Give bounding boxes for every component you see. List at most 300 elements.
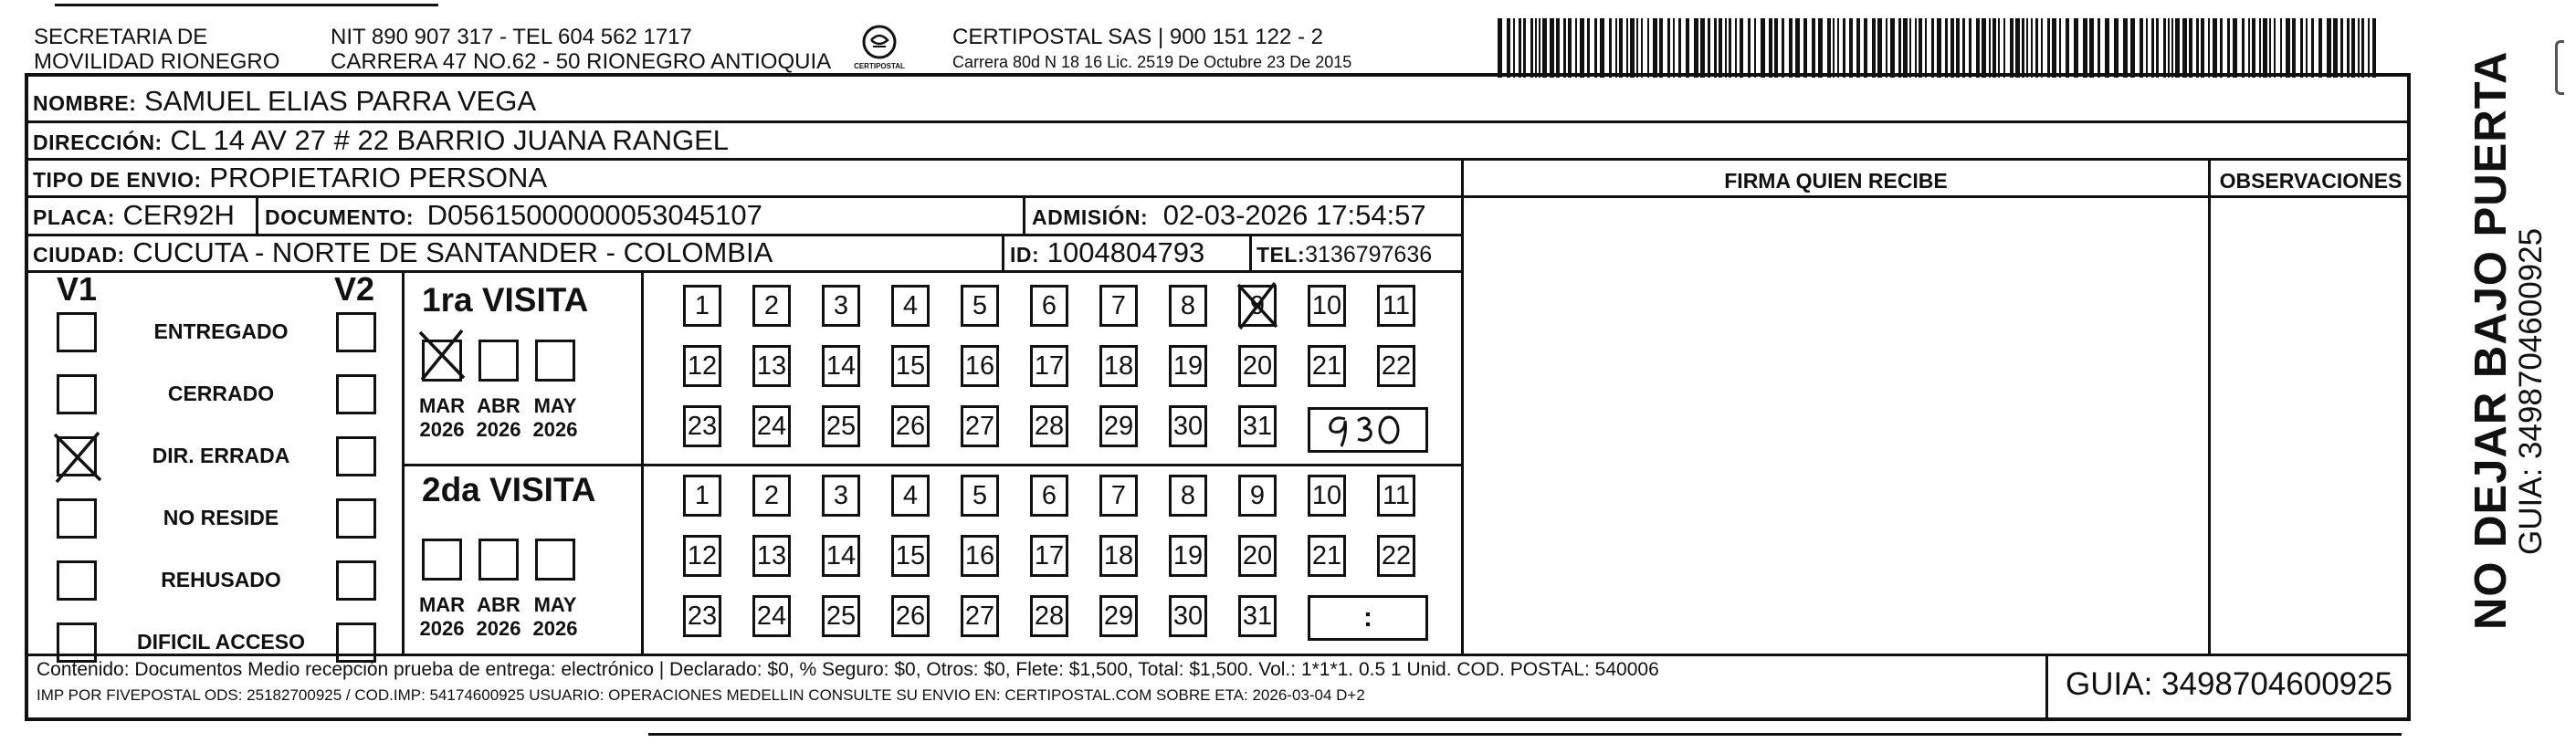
direccion-label: DIRECCIÓN:	[33, 131, 163, 154]
barcode-bar	[2208, 18, 2210, 78]
barcode-bar	[1708, 18, 1710, 78]
status-label: ENTREGADO	[153, 319, 289, 343]
day-box[interactable]: 26	[891, 595, 930, 637]
v2-checkbox[interactable]	[336, 560, 376, 601]
barcode-bar	[1982, 18, 1986, 78]
month-name: MAY	[533, 394, 577, 417]
barcode-bar	[2274, 18, 2276, 78]
barcode-bar	[1795, 18, 1800, 78]
barcode-bar	[1909, 18, 1911, 78]
col-tel-div	[1249, 234, 1252, 270]
day-box[interactable]: 6	[1030, 475, 1068, 517]
v1-checkbox[interactable]	[57, 436, 97, 476]
barcode-bar	[2351, 18, 2355, 78]
day-box[interactable]: 20	[1238, 535, 1277, 577]
barcode-icon	[1498, 18, 2379, 78]
day-box[interactable]: 19	[1169, 535, 1207, 577]
day-box[interactable]: 4	[891, 285, 930, 327]
barcode-bar	[2105, 18, 2109, 78]
day-box[interactable]: 25	[822, 405, 860, 447]
barcode-bar	[2368, 18, 2370, 78]
barcode-bar	[1686, 18, 1689, 78]
barcode-bar	[1956, 18, 1960, 78]
barcode-bar	[2306, 18, 2308, 78]
month-checkbox[interactable]	[478, 340, 519, 382]
barcode-bar	[2022, 18, 2024, 78]
barcode-bar	[2196, 18, 2199, 78]
barcode-bar	[1898, 18, 1901, 78]
barcode-bar	[1563, 18, 1566, 78]
col-admision-div	[1023, 195, 1025, 234]
day-box[interactable]: 24	[752, 595, 791, 637]
barcode-bar	[1714, 18, 1717, 78]
month-label	[413, 394, 471, 442]
barcode-bar	[2242, 18, 2245, 78]
barcode-bar	[2286, 18, 2290, 78]
day-box[interactable]: 15	[891, 535, 930, 577]
barcode-bar	[1594, 18, 1597, 78]
barcode-bar	[1575, 18, 1577, 78]
month-year: 2026	[476, 418, 521, 441]
month-name: MAR	[418, 394, 466, 417]
direccion-row	[33, 124, 729, 159]
month-label	[526, 394, 584, 442]
rule-1	[25, 120, 2411, 123]
margin-bracket	[2555, 40, 2564, 95]
day-box[interactable]: 2	[752, 285, 791, 327]
month-name: ABR	[477, 394, 520, 417]
barcode-bar	[1530, 18, 1533, 78]
day-box[interactable]: 3	[822, 285, 860, 327]
barcode-bar	[2098, 18, 2100, 78]
barcode-bar	[1962, 18, 1965, 78]
barcode-bar	[1886, 18, 1887, 78]
day-box[interactable]: 12	[683, 535, 721, 577]
day-box[interactable]: 13	[752, 535, 791, 577]
day-box[interactable]: 29	[1099, 595, 1138, 637]
day-box[interactable]: 14	[822, 345, 860, 387]
rule-footer	[25, 654, 2411, 656]
col-id-div	[1002, 234, 1004, 270]
barcode-bar	[1915, 18, 1917, 78]
day-box[interactable]: 22	[1377, 535, 1415, 577]
barcode-bar	[1818, 18, 1823, 78]
time-placeholder-box	[1308, 595, 1428, 641]
day-box[interactable]: 9	[1238, 285, 1277, 327]
day-box[interactable]: 11	[1377, 475, 1415, 517]
month-checkbox[interactable]	[422, 539, 462, 581]
documento-label: DOCUMENTO:	[265, 205, 415, 229]
barcode-bar	[1600, 18, 1604, 78]
ciudad-value: CUCUTA - NORTE DE SANTANDER - COLOMBIA	[132, 236, 773, 268]
day-box[interactable]: 23	[683, 595, 721, 637]
day-box[interactable]: 30	[1169, 595, 1207, 637]
month-label	[413, 593, 471, 641]
col-status-div	[402, 270, 405, 654]
org-line2: MOVILIDAD RIONEGRO	[34, 48, 280, 74]
tipo-row	[33, 162, 547, 196]
barcode-bar	[2035, 18, 2038, 78]
day-box[interactable]: 12	[683, 345, 721, 387]
barcode-bar	[2311, 18, 2314, 78]
day-box[interactable]: 16	[961, 535, 999, 577]
barcode-bar	[1587, 18, 1590, 78]
barcode-bar	[1782, 18, 1784, 78]
rule-6	[402, 464, 1463, 466]
barcode-bar	[1769, 18, 1772, 78]
nombre-row	[33, 85, 536, 120]
status-label: DIFICIL ACCESO	[136, 630, 305, 654]
barcode-bar	[1969, 18, 1971, 78]
day-box[interactable]: 8	[1169, 475, 1207, 517]
day-box[interactable]: 16	[961, 345, 999, 387]
org-line1: SECRETARIA DE	[34, 25, 208, 49]
barcode-bar	[1761, 18, 1765, 78]
barcode-bar	[2189, 18, 2192, 78]
day-box[interactable]: 8	[1169, 285, 1207, 327]
barcode-bar	[1568, 18, 1572, 78]
barcode-bar	[1673, 18, 1675, 78]
v2-checkbox[interactable]	[336, 436, 376, 476]
col-month-div	[641, 270, 644, 654]
barcode-bar	[1609, 18, 1612, 78]
ciudad-cell	[33, 236, 773, 271]
barcode-bar	[1989, 18, 1991, 78]
v2-checkbox[interactable]	[336, 623, 376, 663]
tel-value: 3136797636	[1305, 242, 1433, 267]
admision-value: 02-03-2026 17:54:57	[1162, 199, 1426, 231]
barcode-bar	[2151, 18, 2154, 78]
day-box[interactable]: 7	[1099, 475, 1138, 517]
direccion-value: CL 14 AV 27 # 22 BARRIO JUANA RANGEL	[170, 124, 730, 156]
day-box[interactable]: 19	[1169, 345, 1207, 387]
v1-checkbox[interactable]	[57, 312, 97, 352]
barcode-bar	[1550, 18, 1554, 78]
day-box[interactable]: 28	[1030, 405, 1068, 447]
day-box[interactable]: 17	[1030, 345, 1068, 387]
barcode-bar	[2083, 18, 2087, 78]
col-obs-left	[2208, 158, 2211, 654]
barcode-bar	[1615, 18, 1617, 78]
handwritten-time-box	[1308, 407, 1428, 453]
barcode-bar	[2171, 18, 2173, 78]
id-cell	[1010, 236, 1204, 271]
month-year: 2026	[419, 418, 465, 441]
barcode-bar	[2361, 18, 2364, 78]
barcode-bar	[1774, 18, 1778, 78]
day-box[interactable]: 1	[683, 285, 721, 327]
barcode-bar	[2182, 18, 2187, 78]
barcode-bar	[2292, 18, 2296, 78]
placa-value: CER92H	[122, 199, 235, 231]
side-warning: NO DEJAR BAJO PUERTA	[2466, 50, 2516, 630]
day-box[interactable]: 26	[891, 405, 930, 447]
barcode-bar	[2047, 18, 2050, 78]
day-box[interactable]: 13	[752, 345, 791, 387]
day-box[interactable]: 29	[1099, 405, 1138, 447]
month-name: ABR	[477, 593, 520, 616]
barcode-bar	[1539, 18, 1540, 78]
barcode-bar	[2340, 18, 2343, 78]
barcode-bar	[1803, 18, 1807, 78]
footer-line2: IMP POR FIVEPOSTAL ODS: 25182700925 / COD.IMP: 54174600925 USUARIO: OPERACIONES MEDELLIN CONSULTE SU ENVIO EN: CERTIPOSTAL.COM SOBRE ETA: 2026-03-04 D+2	[37, 686, 1365, 704]
barcode-bar	[1833, 18, 1835, 78]
status-label: REHUSADO	[161, 568, 281, 591]
barcode-bar	[2318, 18, 2322, 78]
barcode-bar	[1735, 18, 1737, 78]
day-box[interactable]: 1	[683, 475, 721, 517]
barcode-bar	[1653, 18, 1657, 78]
barcode-bar	[1507, 18, 1510, 78]
month-year: 2026	[419, 617, 465, 640]
status-label: NO RESIDE	[163, 506, 279, 529]
footer-guia: GUIA: 3498704600925	[2066, 666, 2393, 702]
barcode-bar	[2358, 18, 2360, 78]
barcode-bar	[2220, 18, 2223, 78]
barcode-bar	[1700, 18, 1705, 78]
barcode-bar	[1950, 18, 1954, 78]
documento-cell	[265, 199, 762, 234]
day-box[interactable]: 28	[1030, 595, 1068, 637]
id-label: ID:	[1010, 243, 1040, 267]
day-box[interactable]: 10	[1308, 285, 1346, 327]
barcode-bar	[2347, 18, 2350, 78]
barcode-bar	[1903, 18, 1908, 78]
day-box[interactable]: 25	[822, 595, 860, 637]
nombre-label: NOMBRE:	[33, 91, 137, 115]
tel-cell	[1256, 238, 1432, 271]
barcode-bar	[2146, 18, 2148, 78]
v2-checkbox[interactable]	[336, 312, 376, 352]
v1-checkbox[interactable]	[57, 374, 97, 414]
footer-line1: Contenido: Documentos Medio recepción prueba de entrega: electrónico | Declarado: $0, % Seguro: $0, Otros: $0, Flete: $1,500, Total: $1,500. Vol.: 1*1*1. 0.5 1 Unid. COD. POSTAL: 540006	[37, 659, 1659, 680]
barcode-bar	[2123, 18, 2128, 78]
handwritten-time	[1310, 410, 1425, 450]
day-box[interactable]: 27	[961, 595, 999, 637]
day-box[interactable]: 21	[1308, 345, 1346, 387]
day-box[interactable]: 9	[1238, 475, 1277, 517]
barcode-bar	[2130, 18, 2135, 78]
day-box[interactable]: 31	[1238, 595, 1277, 637]
id-value: 1004804793	[1046, 236, 1205, 268]
barcode-bar	[1864, 18, 1867, 78]
barcode-bar	[1919, 18, 1922, 78]
day-box[interactable]: 17	[1030, 535, 1068, 577]
day-box[interactable]: 31	[1238, 405, 1277, 447]
barcode-bar	[1498, 18, 1502, 78]
barcode-bar	[1641, 18, 1643, 78]
barcode-bar	[1729, 18, 1731, 78]
barcode-bar	[1992, 18, 1996, 78]
top-rule	[55, 4, 438, 6]
barcode-bar	[1856, 18, 1860, 78]
barcode-bar	[1998, 18, 2000, 78]
bottom-stroke	[648, 733, 2402, 736]
day-box[interactable]: 6	[1030, 285, 1068, 327]
first-visit-title: 1ra VISITA	[422, 281, 589, 319]
carrier-info	[952, 26, 1351, 71]
month-checkbox[interactable]	[478, 539, 519, 581]
tel-label: TEL:	[1256, 243, 1306, 267]
barcode-bar	[2227, 18, 2230, 78]
barcode-bar	[1812, 18, 1815, 78]
day-box[interactable]: 4	[891, 475, 930, 517]
barcode-bar	[2280, 18, 2282, 78]
barcode-bar	[1740, 18, 1743, 78]
barcode-bar	[2059, 18, 2061, 78]
barcode-bar	[1535, 18, 1537, 78]
org-nit	[331, 26, 831, 75]
day-box[interactable]: 24	[752, 405, 791, 447]
barcode-bar	[2269, 18, 2271, 78]
barcode-bar	[2015, 18, 2020, 78]
tipo-value: PROPIETARIO PERSONA	[209, 162, 548, 194]
barcode-bar	[2168, 18, 2170, 78]
barcode-bar	[1636, 18, 1638, 78]
time-placeholder: :	[1363, 602, 1372, 633]
barcode-bar	[1827, 18, 1831, 78]
barcode-bar	[1725, 18, 1727, 78]
barcode-bar	[1678, 18, 1681, 78]
day-box[interactable]: 5	[961, 285, 999, 327]
nit-line2: CARRERA 47 NO.62 - 50 RIONEGRO ANTIOQUIA	[331, 48, 832, 74]
barcode-bar	[2300, 18, 2303, 78]
barcode-bar	[2163, 18, 2166, 78]
barcode-bar	[2156, 18, 2159, 78]
barcode-bar	[2003, 18, 2005, 78]
col-placa-div	[256, 195, 258, 234]
barcode-bar	[1626, 18, 1628, 78]
month-checkbox[interactable]	[535, 539, 575, 581]
barcode-bar	[1872, 18, 1876, 78]
barcode-bar	[2140, 18, 2143, 78]
day-box[interactable]: 27	[961, 405, 999, 447]
v1-label: V1	[57, 270, 98, 308]
barcode-bar	[1877, 18, 1882, 78]
month-year: 2026	[532, 617, 578, 640]
day-box[interactable]: 30	[1169, 405, 1207, 447]
barcode-bar	[2248, 18, 2250, 78]
col-firma-left	[1461, 158, 1464, 654]
v1-checkbox[interactable]	[57, 560, 97, 601]
status-label: CERRADO	[167, 382, 275, 405]
barcode-bar	[2175, 18, 2180, 78]
barcode-bar	[1580, 18, 1584, 78]
barcode-bar	[2010, 18, 2013, 78]
tipo-label: TIPO DE ENVIO:	[33, 168, 202, 192]
nit-line1: NIT 890 907 317 - TEL 604 562 1717	[331, 25, 692, 49]
v2-label: V2	[334, 270, 375, 308]
barcode-bar	[2089, 18, 2094, 78]
barcode-bar	[1630, 18, 1635, 78]
status-label: DIR. ERRADA	[152, 444, 290, 467]
day-box[interactable]: 3	[822, 475, 860, 517]
barcode-bar	[1925, 18, 1927, 78]
day-box[interactable]: 22	[1377, 345, 1415, 387]
day-box[interactable]: 15	[891, 345, 930, 387]
barcode-bar	[1754, 18, 1756, 78]
day-box[interactable]: 18	[1099, 345, 1138, 387]
barcode-bar	[2026, 18, 2028, 78]
barcode-bar	[2066, 18, 2069, 78]
carrier-line2: Carrera 80d N 18 16 Lic. 2519 De Octubre 23 De 2015	[952, 52, 1352, 71]
day-box[interactable]: 7	[1099, 285, 1138, 327]
barcode-bar	[2201, 18, 2204, 78]
month-checkbox[interactable]	[422, 340, 462, 382]
day-box[interactable]: 11	[1377, 285, 1415, 327]
barcode-bar	[2233, 18, 2237, 78]
month-year: 2026	[476, 617, 521, 640]
barcode-bar	[2052, 18, 2056, 78]
barcode-bar	[1659, 18, 1663, 78]
month-label	[469, 593, 528, 641]
barcode-bar	[1789, 18, 1793, 78]
logo-text: CERTIPOSTAL	[854, 62, 905, 70]
month-checkbox[interactable]	[535, 340, 575, 382]
day-box[interactable]: 5	[961, 475, 999, 517]
v1-checkbox[interactable]	[57, 498, 97, 539]
barcode-bar	[1647, 18, 1649, 78]
barcode-bar	[1837, 18, 1839, 78]
day-box[interactable]: 10	[1308, 475, 1346, 517]
v1-checkbox[interactable]	[57, 623, 97, 663]
documento-value: D05615000000053045107	[426, 199, 762, 231]
barcode-bar	[2259, 18, 2261, 78]
month-label	[469, 394, 528, 442]
firma-header: FIRMA QUIEN RECIBE	[1724, 169, 1948, 193]
barcode-bar	[2213, 18, 2217, 78]
day-box[interactable]: 2	[752, 475, 791, 517]
placa-label: PLACA:	[33, 205, 115, 229]
day-box[interactable]: 21	[1308, 535, 1346, 577]
barcode-bar	[1931, 18, 1934, 78]
side-guia: GUIA: 3498704600925	[2513, 227, 2549, 555]
barcode-bar	[1523, 18, 1526, 78]
barcode-bar	[1849, 18, 1853, 78]
month-label	[526, 593, 584, 641]
carrier-line1: CERTIPOSTAL SAS | 900 151 122 - 2	[952, 25, 1323, 49]
day-box[interactable]: 18	[1099, 535, 1138, 577]
second-visit-title: 2da VISITA	[422, 471, 596, 508]
barcode-bar	[2041, 18, 2043, 78]
certipostal-logo	[849, 22, 909, 73]
month-year: 2026	[532, 418, 578, 441]
observaciones-header: OBSERVACIONES	[2219, 169, 2403, 193]
admision-label: ADMISIÓN:	[1032, 205, 1149, 229]
barcode-bar	[1513, 18, 1515, 78]
barcode-bar	[2114, 18, 2119, 78]
placa-cell	[33, 199, 235, 234]
barcode-bar	[1890, 18, 1895, 78]
barcode-bar	[1945, 18, 1948, 78]
org-name	[34, 26, 279, 75]
barcode-bar	[1976, 18, 1980, 78]
barcode-bar	[2074, 18, 2078, 78]
barcode-bar	[1619, 18, 1623, 78]
v2-checkbox[interactable]	[336, 498, 376, 539]
day-box[interactable]: 14	[822, 535, 860, 577]
day-box[interactable]: 23	[683, 405, 721, 447]
barcode-bar	[2327, 18, 2331, 78]
barcode-bar	[1519, 18, 1521, 78]
day-box[interactable]: 20	[1238, 345, 1277, 387]
barcode-bar	[1748, 18, 1751, 78]
nombre-value: SAMUEL ELIAS PARRA VEGA	[144, 85, 537, 117]
barcode-bar	[1694, 18, 1698, 78]
admision-cell	[1032, 199, 1426, 234]
barcode-bar	[2263, 18, 2267, 78]
v2-checkbox[interactable]	[336, 374, 376, 414]
